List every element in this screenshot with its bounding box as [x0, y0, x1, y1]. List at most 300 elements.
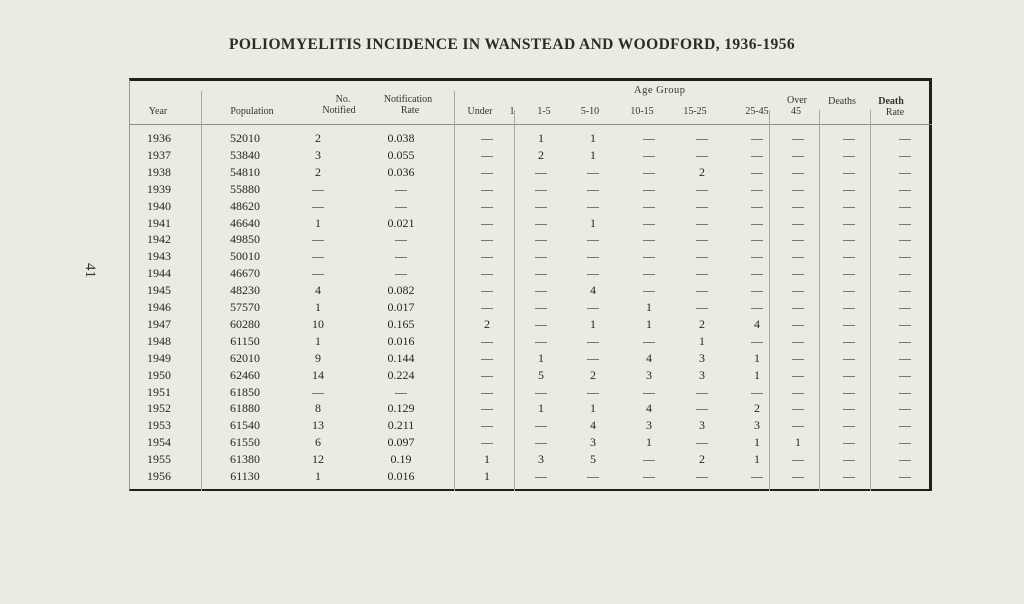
- cell-year: 1941: [147, 215, 171, 230]
- cell-age-1-5: —: [535, 249, 547, 264]
- cell-death-rate: —: [899, 435, 911, 450]
- cell-notification-rate: 0.129: [387, 401, 415, 416]
- cell-notification-rate: 0.224: [387, 367, 415, 382]
- cell-age-25-45: 3: [754, 418, 760, 433]
- cell-deaths: —: [843, 300, 855, 314]
- cell-age-5-10: —: [587, 300, 599, 314]
- cell-age-25-45: —: [751, 131, 763, 145]
- header-rate-line2: Rate: [400, 105, 420, 116]
- cell-deaths: —: [843, 164, 855, 179]
- cell-notification-rate: 0.036: [387, 164, 415, 179]
- cell-age-15-25: —: [696, 469, 708, 483]
- cell-age-15-25: 3: [699, 367, 705, 382]
- cell-under-1: —: [481, 300, 493, 314]
- cell-death-rate: —: [899, 418, 911, 433]
- cell-age-5-10: —: [587, 350, 599, 365]
- cell-age-15-25: —: [696, 215, 708, 230]
- page-number: 41: [82, 263, 98, 278]
- cell-age-5-10: 3: [590, 435, 596, 450]
- cell-age-10-15: 1: [646, 435, 652, 450]
- cell-notified: —: [312, 266, 324, 281]
- cell-age-25-45: —: [751, 215, 763, 230]
- cell-over-45: —: [792, 469, 804, 483]
- cell-notification-rate: 0.017: [387, 300, 415, 314]
- cell-age-25-45: 2: [754, 401, 760, 416]
- cell-age-15-25: —: [696, 401, 708, 416]
- cell-age-15-25: 2: [699, 316, 705, 331]
- cell-age-25-45: 4: [754, 316, 760, 331]
- cell-population: 52010: [230, 131, 260, 145]
- header-5-10: 5-10: [580, 106, 600, 117]
- cell-age-1-5: —: [535, 198, 547, 213]
- cell-age-1-5: —: [535, 469, 547, 483]
- cell-notified: 4: [315, 283, 321, 298]
- cell-death-rate: —: [899, 367, 911, 382]
- cell-notified: 1: [315, 300, 321, 314]
- cell-death-rate: —: [899, 181, 911, 196]
- cell-age-10-15: —: [643, 232, 655, 247]
- cell-age-1-5: 5: [538, 367, 544, 382]
- cell-notified: 1: [315, 215, 321, 230]
- cell-death-rate: —: [899, 384, 911, 399]
- cell-under-1: 2: [484, 316, 490, 331]
- cell-age-1-5: —: [535, 283, 547, 298]
- cell-age-5-10: —: [587, 266, 599, 281]
- cell-age-15-25: 2: [699, 164, 705, 179]
- cell-notification-rate: 0.211: [387, 418, 415, 433]
- cell-over-45: —: [792, 367, 804, 382]
- page-title: POLIOMYELITIS INCIDENCE IN WANSTEAD AND WOODFORD, 1936-1956: [228, 36, 796, 53]
- cell-under-1: —: [481, 333, 493, 348]
- cell-age-5-10: —: [587, 249, 599, 264]
- cell-over-45: —: [792, 350, 804, 365]
- cell-over-45: —: [792, 452, 804, 467]
- cell-under-1: —: [481, 435, 493, 450]
- header-death-rate-line2: Rate: [885, 107, 905, 118]
- cell-age-25-45: —: [751, 232, 763, 247]
- cell-age-1-5: 1: [538, 131, 544, 145]
- cell-over-45: —: [792, 300, 804, 314]
- cell-age-15-25: —: [696, 131, 708, 145]
- cell-over-45: —: [792, 198, 804, 213]
- cell-death-rate: —: [899, 147, 911, 162]
- cell-notification-rate: 0.097: [387, 435, 415, 450]
- cell-population: 57570: [230, 300, 260, 314]
- header-notified-line2: Notified: [322, 105, 356, 116]
- cell-notification-rate: 0.016: [387, 469, 415, 483]
- cell-age-1-5: —: [535, 266, 547, 281]
- cell-notified: 2: [315, 131, 321, 145]
- cell-over-45: —: [792, 316, 804, 331]
- cell-age-1-5: 3: [538, 452, 544, 467]
- cell-under-1: —: [481, 249, 493, 264]
- cell-notification-rate: 0.055: [387, 147, 415, 162]
- cell-notified: 13: [312, 418, 324, 433]
- cell-year: 1956: [147, 469, 171, 483]
- cell-under-1: —: [481, 266, 493, 281]
- cell-age-1-5: 1: [538, 350, 544, 365]
- cell-population: 46670: [230, 266, 260, 281]
- cell-age-1-5: —: [535, 316, 547, 331]
- cell-age-5-10: —: [587, 333, 599, 348]
- cell-year: 1946: [147, 300, 171, 314]
- cell-age-15-25: 3: [699, 418, 705, 433]
- cell-age-10-15: 1: [646, 300, 652, 314]
- cell-under-1: —: [481, 164, 493, 179]
- cell-deaths: —: [843, 469, 855, 483]
- cell-year: 1948: [147, 333, 171, 348]
- cell-year: 1940: [147, 198, 171, 213]
- age-group-label: Age Group: [634, 85, 686, 96]
- cell-age-5-10: 5: [590, 452, 596, 467]
- cell-population: 61130: [230, 469, 260, 483]
- cell-age-5-10: 1: [590, 215, 596, 230]
- cell-death-rate: —: [899, 333, 911, 348]
- cell-notified: —: [312, 232, 324, 247]
- header-15-25: 15-25: [683, 106, 707, 117]
- cell-deaths: —: [843, 266, 855, 281]
- cell-over-45: —: [792, 418, 804, 433]
- cell-age-25-45: —: [751, 300, 763, 314]
- cell-over-45: —: [792, 215, 804, 230]
- cell-population: 62460: [230, 367, 260, 382]
- cell-notification-rate: 0.038: [387, 131, 415, 145]
- cell-deaths: —: [843, 232, 855, 247]
- cell-deaths: —: [843, 384, 855, 399]
- cell-age-15-25: —: [696, 198, 708, 213]
- cell-notified: —: [312, 198, 324, 213]
- cell-deaths: —: [843, 131, 855, 145]
- header-under1: Under: [467, 106, 493, 117]
- cell-population: 49850: [230, 232, 260, 247]
- cell-deaths: —: [843, 333, 855, 348]
- cell-population: 61150: [230, 333, 260, 348]
- cell-notification-rate: 0.165: [387, 316, 415, 331]
- cell-under-1: 1: [484, 469, 490, 483]
- cell-deaths: —: [843, 283, 855, 298]
- cell-year: 1939: [147, 181, 171, 196]
- cell-under-1: —: [481, 232, 493, 247]
- cell-age-25-45: 1: [754, 367, 760, 382]
- cell-notified: 8: [315, 401, 321, 416]
- cell-year: 1953: [147, 418, 171, 433]
- cell-death-rate: —: [899, 215, 911, 230]
- cell-year: 1937: [147, 147, 171, 162]
- cell-age-10-15: 3: [646, 367, 652, 382]
- cell-under-1: —: [481, 401, 493, 416]
- header-population: Population: [230, 106, 274, 117]
- cell-over-45: —: [792, 232, 804, 247]
- cell-death-rate: —: [899, 283, 911, 298]
- cell-notification-rate: —: [395, 384, 407, 399]
- cell-deaths: —: [843, 452, 855, 467]
- cell-deaths: —: [843, 316, 855, 331]
- cell-age-5-10: 1: [590, 147, 596, 162]
- cell-age-25-45: —: [751, 249, 763, 264]
- header-1-5: 1-5: [537, 106, 551, 117]
- cell-age-10-15: —: [643, 384, 655, 399]
- cell-year: 1949: [147, 350, 171, 365]
- cell-age-5-10: —: [587, 232, 599, 247]
- cell-age-1-5: 2: [538, 147, 544, 162]
- cell-over-45: —: [792, 266, 804, 281]
- cell-age-10-15: —: [643, 215, 655, 230]
- cell-age-15-25: —: [696, 435, 708, 450]
- cell-death-rate: —: [899, 469, 911, 483]
- cell-over-45: —: [792, 333, 804, 348]
- cell-age-25-45: —: [751, 333, 763, 348]
- cell-age-5-10: —: [587, 181, 599, 196]
- column-divider: [870, 110, 871, 491]
- cell-age-5-10: 1: [590, 316, 596, 331]
- cell-population: 46640: [230, 215, 260, 230]
- cell-age-15-25: —: [696, 147, 708, 162]
- cell-notified: —: [312, 384, 324, 399]
- cell-death-rate: —: [899, 198, 911, 213]
- cell-notified: 6: [315, 435, 321, 450]
- cell-age-10-15: —: [643, 181, 655, 196]
- cell-age-10-15: —: [643, 469, 655, 483]
- cell-deaths: —: [843, 181, 855, 196]
- cell-age-5-10: —: [587, 198, 599, 213]
- cell-death-rate: —: [899, 452, 911, 467]
- cell-age-1-5: 1: [538, 401, 544, 416]
- header-death-rate-line1: Death: [878, 96, 904, 107]
- cell-population: 61540: [230, 418, 260, 433]
- cell-deaths: —: [843, 418, 855, 433]
- cell-population: 61550: [230, 435, 260, 450]
- cell-year: 1954: [147, 435, 171, 450]
- cell-age-15-25: —: [696, 384, 708, 399]
- cell-age-15-25: 3: [699, 350, 705, 365]
- cell-age-5-10: 2: [590, 367, 596, 382]
- cell-year: 1947: [147, 316, 171, 331]
- cell-notified: —: [312, 249, 324, 264]
- cell-over-45: 1: [795, 435, 801, 450]
- cell-age-5-10: 1: [590, 401, 596, 416]
- cell-age-10-15: —: [643, 164, 655, 179]
- cell-population: 48620: [230, 198, 260, 213]
- cell-population: 55880: [230, 181, 260, 196]
- cell-deaths: —: [843, 215, 855, 230]
- column-divider: [454, 91, 455, 491]
- cell-over-45: —: [792, 164, 804, 179]
- cell-death-rate: —: [899, 401, 911, 416]
- cell-age-1-5: —: [535, 164, 547, 179]
- cell-age-25-45: —: [751, 266, 763, 281]
- cell-population: 61850: [230, 384, 260, 399]
- cell-year: 1943: [147, 249, 171, 264]
- cell-deaths: —: [843, 249, 855, 264]
- cell-under-1: —: [481, 131, 493, 145]
- cell-under-1: —: [481, 384, 493, 399]
- cell-deaths: —: [843, 367, 855, 382]
- cell-notification-rate: —: [395, 181, 407, 196]
- cell-age-15-25: 1: [699, 333, 705, 348]
- cell-age-5-10: —: [587, 164, 599, 179]
- cell-age-1-5: —: [535, 384, 547, 399]
- cell-year: 1950: [147, 367, 171, 382]
- cell-age-15-25: —: [696, 232, 708, 247]
- cell-age-10-15: —: [643, 147, 655, 162]
- cell-age-1-5: —: [535, 232, 547, 247]
- header-under1-age: 1: [509, 106, 515, 117]
- cell-age-25-45: —: [751, 147, 763, 162]
- cell-over-45: —: [792, 283, 804, 298]
- cell-age-15-25: —: [696, 249, 708, 264]
- cell-death-rate: —: [899, 300, 911, 314]
- cell-age-1-5: —: [535, 418, 547, 433]
- cell-notified: 3: [315, 147, 321, 162]
- cell-age-25-45: —: [751, 384, 763, 399]
- cell-deaths: —: [843, 198, 855, 213]
- header-rate-line1: Notification: [383, 94, 433, 105]
- cell-age-25-45: —: [751, 164, 763, 179]
- cell-population: 62010: [230, 350, 260, 365]
- cell-notified: 9: [315, 350, 321, 365]
- cell-under-1: —: [481, 147, 493, 162]
- cell-age-25-45: 1: [754, 350, 760, 365]
- cell-age-5-10: 4: [590, 418, 596, 433]
- header-25-45: 25-45: [745, 106, 769, 117]
- cell-population: 61380: [230, 452, 260, 467]
- cell-notified: —: [312, 181, 324, 196]
- cell-over-45: —: [792, 147, 804, 162]
- header-over45-line1: Over: [787, 95, 807, 106]
- cell-population: 54810: [230, 164, 260, 179]
- cell-deaths: —: [843, 435, 855, 450]
- header-rule: [129, 124, 932, 125]
- cell-age-10-15: —: [643, 198, 655, 213]
- cell-age-15-25: 2: [699, 452, 705, 467]
- cell-under-1: —: [481, 283, 493, 298]
- cell-under-1: 1: [484, 452, 490, 467]
- cell-age-5-10: —: [587, 384, 599, 399]
- cell-age-10-15: —: [643, 249, 655, 264]
- cell-age-15-25: —: [696, 266, 708, 281]
- cell-age-10-15: —: [643, 131, 655, 145]
- cell-over-45: —: [792, 384, 804, 399]
- cell-age-1-5: —: [535, 300, 547, 314]
- cell-age-15-25: —: [696, 283, 708, 298]
- cell-notification-rate: —: [395, 198, 407, 213]
- cell-under-1: —: [481, 367, 493, 382]
- cell-deaths: —: [843, 350, 855, 365]
- cell-population: 48230: [230, 283, 260, 298]
- cell-death-rate: —: [899, 131, 911, 145]
- cell-notification-rate: —: [395, 249, 407, 264]
- cell-notification-rate: 0.082: [387, 283, 415, 298]
- cell-population: 60280: [230, 316, 260, 331]
- cell-notification-rate: —: [395, 266, 407, 281]
- cell-age-5-10: 1: [590, 131, 596, 145]
- cell-over-45: —: [792, 181, 804, 196]
- cell-year: 1942: [147, 232, 171, 247]
- cell-over-45: —: [792, 249, 804, 264]
- cell-under-1: —: [481, 418, 493, 433]
- cell-age-1-5: —: [535, 435, 547, 450]
- cell-over-45: —: [792, 401, 804, 416]
- cell-notification-rate: 0.144: [387, 350, 415, 365]
- cell-age-10-15: 3: [646, 418, 652, 433]
- cell-age-10-15: —: [643, 452, 655, 467]
- header-over45-line2: 45: [791, 106, 801, 117]
- cell-age-15-25: —: [696, 181, 708, 196]
- cell-year: 1944: [147, 266, 171, 281]
- cell-death-rate: —: [899, 232, 911, 247]
- cell-age-25-45: —: [751, 469, 763, 483]
- column-divider: [201, 91, 202, 491]
- cell-under-1: —: [481, 215, 493, 230]
- cell-age-1-5: —: [535, 215, 547, 230]
- column-divider: [514, 110, 515, 491]
- cell-over-45: —: [792, 131, 804, 145]
- header-deaths: Deaths: [828, 96, 856, 107]
- cell-under-1: —: [481, 198, 493, 213]
- cell-notification-rate: —: [395, 232, 407, 247]
- cell-death-rate: —: [899, 316, 911, 331]
- cell-age-5-10: —: [587, 469, 599, 483]
- cell-population: 53840: [230, 147, 260, 162]
- cell-notified: 14: [312, 367, 324, 382]
- cell-age-1-5: —: [535, 333, 547, 348]
- cell-year: 1955: [147, 452, 171, 467]
- cell-age-10-15: 4: [646, 350, 652, 365]
- cell-notification-rate: 0.016: [387, 333, 415, 348]
- cell-under-1: —: [481, 181, 493, 196]
- header-10-15: 10-15: [630, 106, 654, 117]
- cell-age-10-15: 1: [646, 316, 652, 331]
- cell-age-25-45: 1: [754, 452, 760, 467]
- cell-age-10-15: 4: [646, 401, 652, 416]
- column-divider: [819, 110, 820, 491]
- cell-age-10-15: —: [643, 266, 655, 281]
- cell-notified: 12: [312, 452, 324, 467]
- cell-population: 50010: [230, 249, 260, 264]
- header-year: Year: [148, 106, 168, 117]
- cell-notified: 1: [315, 333, 321, 348]
- cell-deaths: —: [843, 147, 855, 162]
- cell-death-rate: —: [899, 266, 911, 281]
- cell-age-10-15: —: [643, 333, 655, 348]
- cell-death-rate: —: [899, 249, 911, 264]
- cell-age-1-5: —: [535, 181, 547, 196]
- cell-death-rate: —: [899, 164, 911, 179]
- cell-age-15-25: —: [696, 300, 708, 314]
- cell-age-25-45: —: [751, 283, 763, 298]
- cell-year: 1952: [147, 401, 171, 416]
- cell-notification-rate: 0.021: [387, 215, 415, 230]
- cell-year: 1951: [147, 384, 171, 399]
- cell-deaths: —: [843, 401, 855, 416]
- cell-age-25-45: —: [751, 198, 763, 213]
- cell-notified: 1: [315, 469, 321, 483]
- cell-age-5-10: 4: [590, 283, 596, 298]
- cell-notified: 2: [315, 164, 321, 179]
- cell-under-1: —: [481, 350, 493, 365]
- cell-death-rate: —: [899, 350, 911, 365]
- cell-notified: 10: [312, 316, 324, 331]
- header-notified-line1: No.: [335, 94, 351, 105]
- cell-age-25-45: 1: [754, 435, 760, 450]
- cell-year: 1936: [147, 131, 171, 145]
- cell-year: 1945: [147, 283, 171, 298]
- cell-population: 61880: [230, 401, 260, 416]
- cell-age-10-15: —: [643, 283, 655, 298]
- cell-age-25-45: —: [751, 181, 763, 196]
- cell-year: 1938: [147, 164, 171, 179]
- cell-notification-rate: 0.19: [390, 452, 412, 467]
